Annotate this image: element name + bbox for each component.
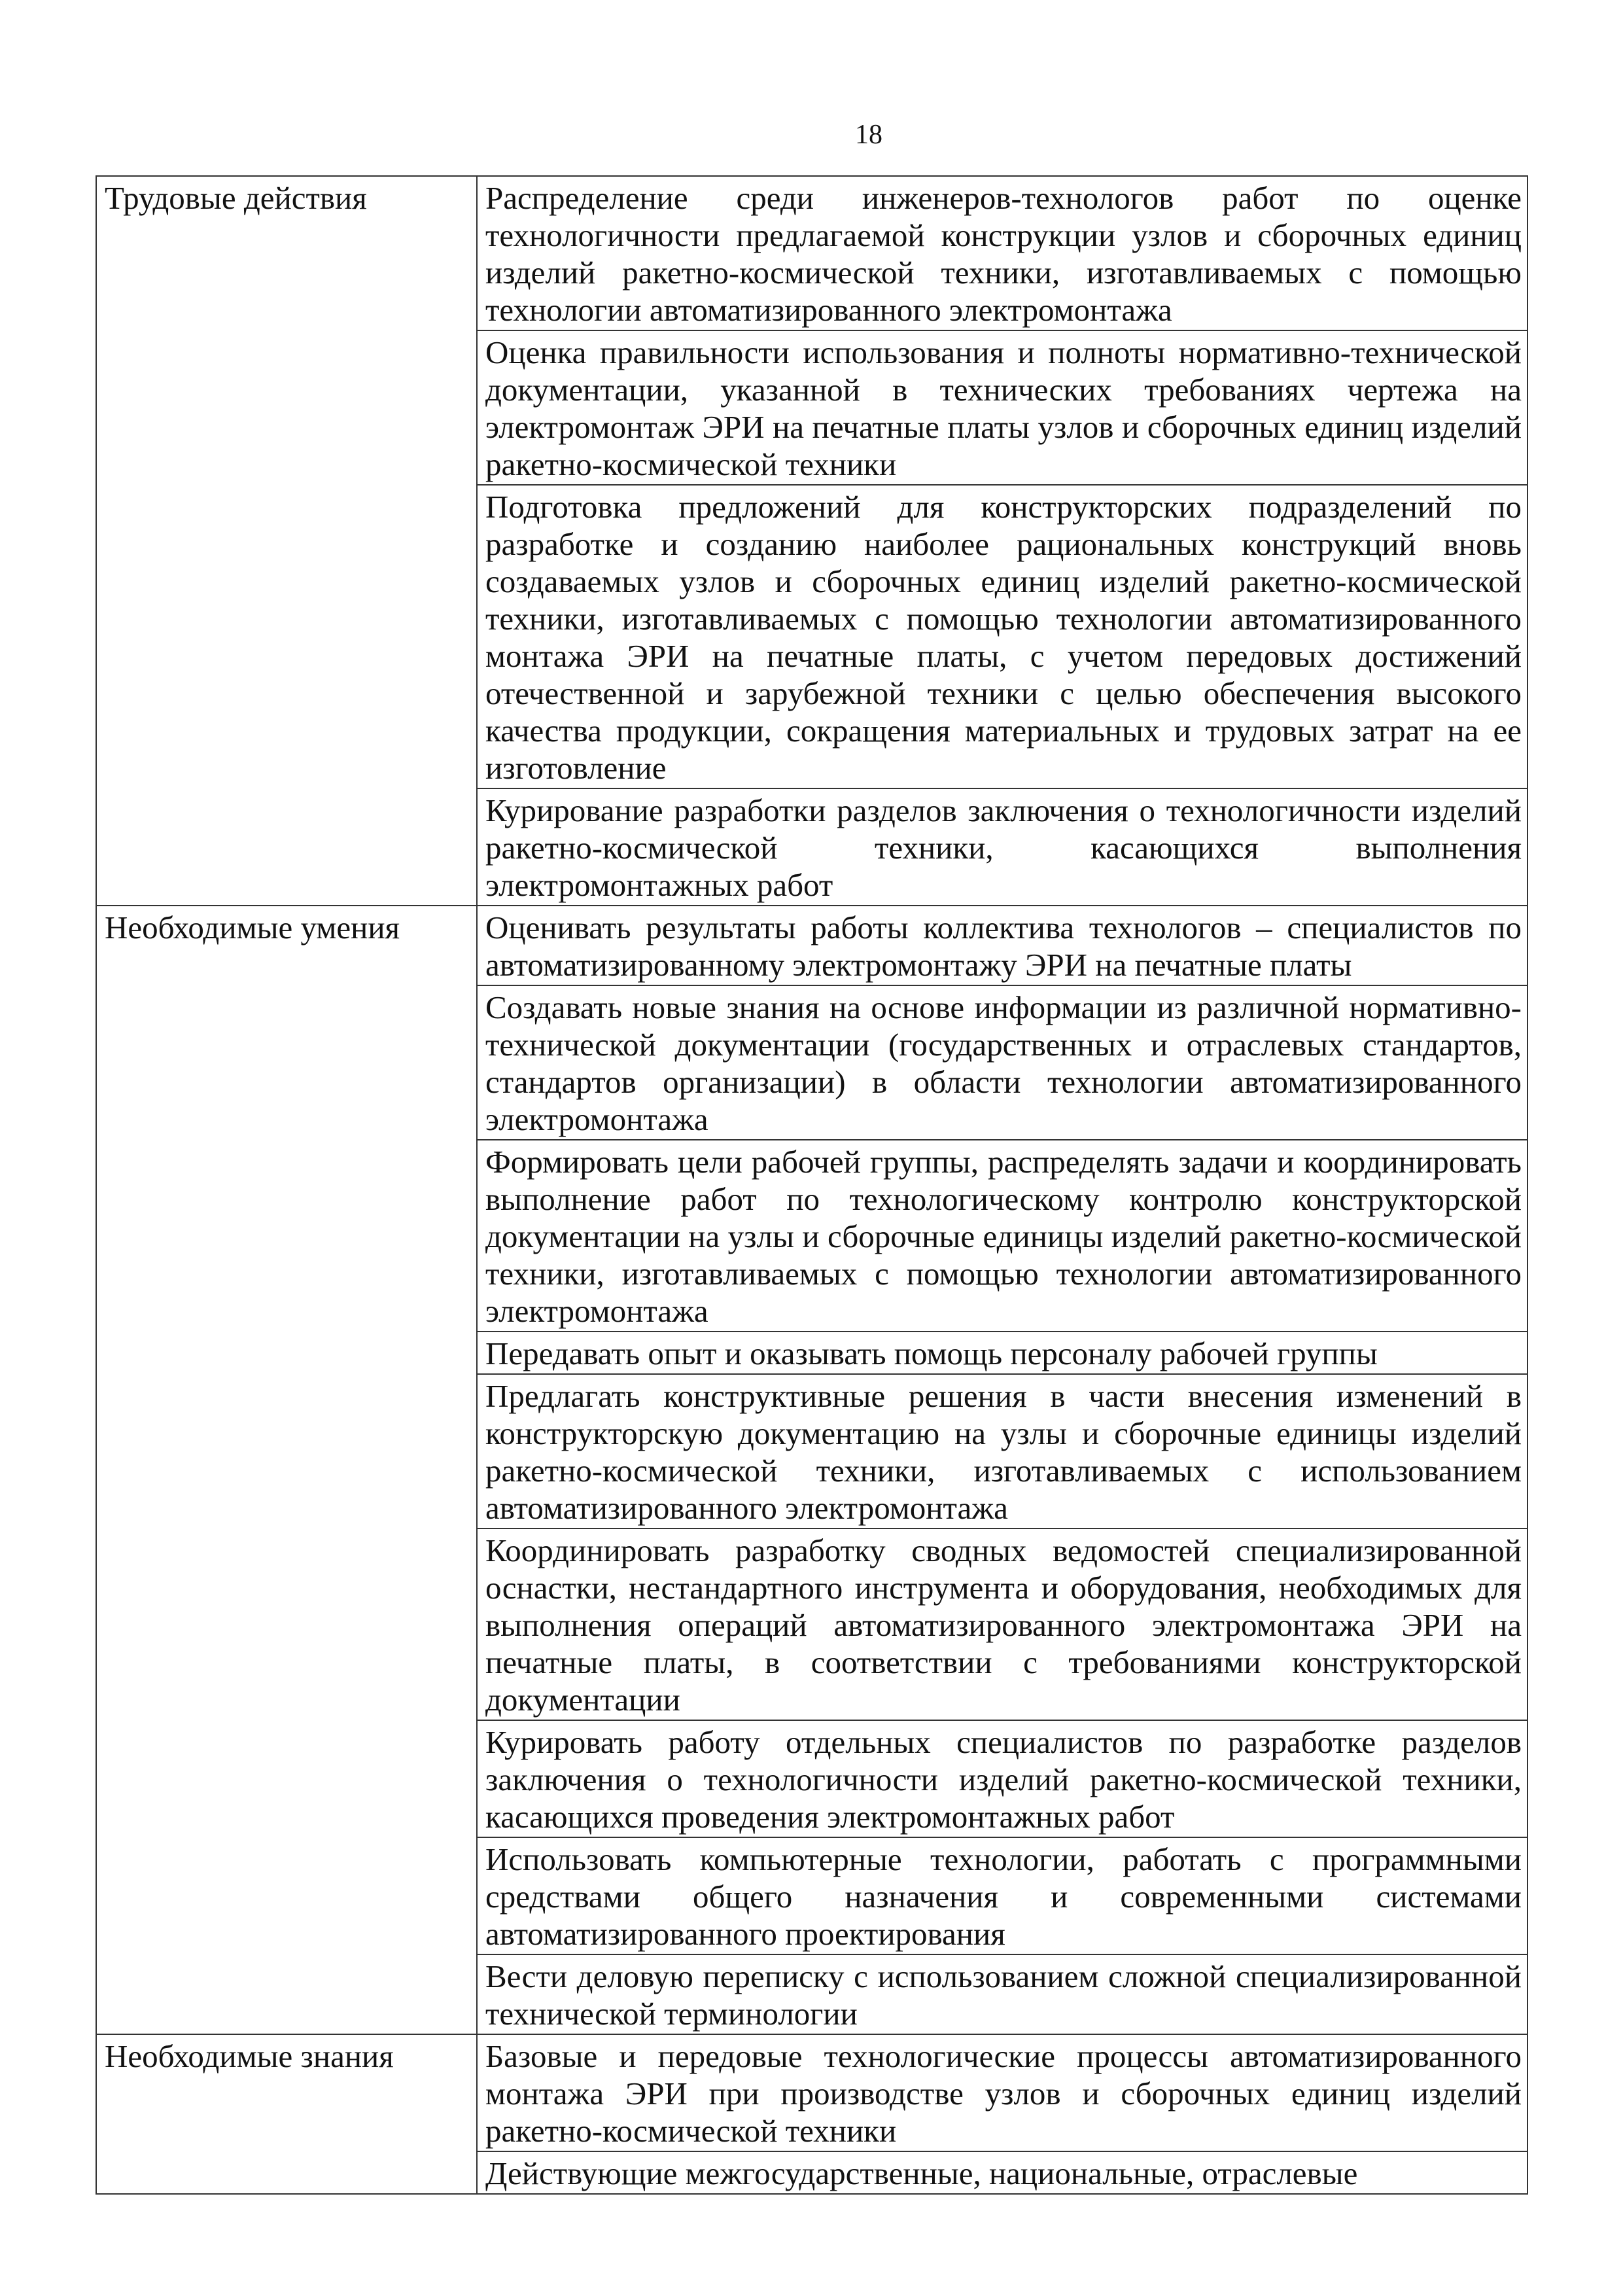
- labor-action-item: Оценка правильности использования и полноты нормативно-технической документации, указанной в технических требованиях чертежа на электромонтаж ЭРИ на печатные платы узлов и сборочных единиц изделий ракетно-космической техники: [477, 330, 1527, 485]
- skill-item: Предлагать конструктивные решения в части внесения изменений в конструкторскую документацию на узлы и сборочные единицы изделий ракетно-космической техники, изготавливаемых с использованием автоматизированного электромонтажа: [477, 1374, 1527, 1528]
- labor-action-item: Подготовка предложений для конструкторских подразделений по разработке и созданию наиболее рациональных конструкций вновь создаваемых узлов и сборочных единиц изделий ракетно-космической техники, изготавливаемых с помощью технологии автоматизированного монтажа ЭРИ на печатные платы, с учетом передовых достижений отечественной и зарубежной техники с целью обеспечения высокого качества продукции, сокращения материальных и трудовых затрат на ее изготовление: [477, 485, 1527, 788]
- table-row: [96, 176, 1527, 330]
- labor-action-item: Распределение среди инженеров-технологов работ по оценке технологичности предлагаемой конструкции узлов и сборочных единиц изделий ракетно-космической техники, изготавливаемых с помощью технологии автоматизированного электромонтажа: [477, 176, 1527, 330]
- section-label-labor-actions: Трудовые действия: [96, 176, 477, 906]
- skill-item: Координировать разработку сводных ведомостей специализированной оснастки, нестандартного инструмента и оборудования, необходимых для выполнения операций автоматизированного электромонтажа ЭРИ на печатные платы, в соответствии с требованиями конструкторской документации: [477, 1528, 1527, 1720]
- section-label-required-knowledge: Необходимые знания: [96, 2034, 477, 2194]
- table-row: [96, 906, 1527, 985]
- section-label-required-skills: Необходимые умения: [96, 906, 477, 2034]
- table-row: [96, 2034, 1527, 2151]
- skill-item: Вести деловую переписку с использованием сложной специализированной технической терминологии: [477, 1954, 1527, 2034]
- labor-action-item: Курирование разработки разделов заключения о технологичности изделий ракетно-космической техники, касающихся выполнения электромонтажных работ: [477, 788, 1527, 906]
- skill-item: Формировать цели рабочей группы, распределять задачи и координировать выполнение работ по технологическому контролю конструкторской документации на узлы и сборочные единицы изделий ракетно-космической техники, изготавливаемых с помощью технологии автоматизированного электромонтажа: [477, 1140, 1527, 1332]
- skill-item: Курировать работу отдельных специалистов по разработке разделов заключения о технологичности изделий ракетно-космической техники, касающихся проведения электромонтажных работ: [477, 1720, 1527, 1837]
- knowledge-item: Действующие межгосударственные, национальные, отраслевые: [477, 2151, 1527, 2194]
- skill-item: Создавать новые знания на основе информации из различной нормативно-технической документации (государственных и отраслевых стандартов, стандартов организации) в области технологии автоматизированного электромонтажа: [477, 985, 1527, 1140]
- skill-item: Использовать компьютерные технологии, работать с программными средствами общего назначения и современными системами автоматизированного проектирования: [477, 1837, 1527, 1954]
- skill-item: Передавать опыт и оказывать помощь персоналу рабочей группы: [477, 1332, 1527, 1374]
- knowledge-item: Базовые и передовые технологические процессы автоматизированного монтажа ЭРИ при производстве узлов и сборочных единиц изделий ракетно-космической техники: [477, 2034, 1527, 2151]
- skill-item: Оценивать результаты работы коллектива технологов – специалистов по автоматизированному электромонтажу ЭРИ на печатные платы: [477, 906, 1527, 985]
- qualification-table: [96, 175, 1528, 2195]
- page-number: 18: [855, 120, 882, 150]
